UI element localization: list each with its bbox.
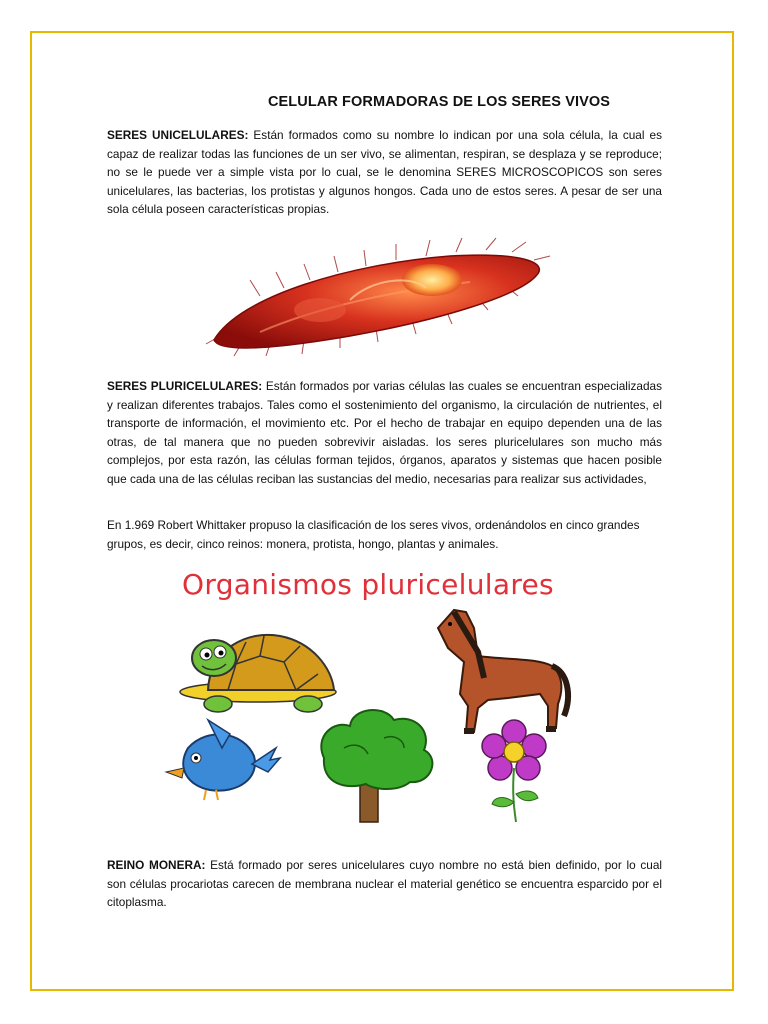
text-unicelulares: Están formados como su nombre lo indican por una sola célula, la cual es capaz de realizar todas las funciones de un ser vivo, se alimentan, respiran, se desplaza y se reproduce; no se le puede ver a simple vista por lo cual, se le denomina SERES MICROSCOPICOS son seres unicelulares, las bacterias, los protistas y algunos hongos. Cada uno de estos seres. A pesar de ser una sola célula poseen características propias.	[107, 128, 662, 217]
label-pluricelulares: SERES PLURICELULARES:	[107, 379, 263, 393]
paragraph-reino-monera	[107, 856, 662, 912]
paramecium-illustration	[200, 236, 552, 358]
document-title: CELULAR FORMADORAS DE LOS SERES VIVOS	[267, 94, 611, 110]
organisms-illustration	[148, 608, 594, 828]
organisms-image	[148, 568, 594, 830]
turtle-icon	[180, 635, 336, 712]
text-pluricelulares: Están formados por varias células las cuales se encuentran especializadas y realizan diferentes trabajos. Tales como el sostenimiento del organismo, la circulación de nutrientes, el transporte de información, el movimiento etc. Por el hecho de trabajar en equipo dependen una de las otras, de tal manera que no pueden sobrevivir aisladas. los seres pluricelulares son mucho más complejos, por esta razón, las células forman tejidos, órganos, aparatos y sistemas que hacen posible que cada una de las células reciban las sustancias del medio, necesarias para realizar sus actividades,	[107, 379, 662, 486]
paragraph-pluricelulares	[107, 377, 662, 489]
label-unicelulares: SERES UNICELULARES:	[107, 128, 249, 142]
organisms-heading: Organismos pluricelulares	[182, 568, 554, 601]
paragraph-unicelulares	[107, 126, 662, 219]
horse-icon	[438, 610, 568, 734]
paramecium-cell-image	[200, 236, 552, 358]
tree-icon	[321, 710, 432, 822]
bird-icon	[166, 720, 280, 800]
flower-icon	[482, 720, 546, 822]
text-reino-monera: Está formado por seres unicelulares cuyo nombre no está bien definido, por lo cual son células procariotas carecen de membrana nuclear el material genético se encuentra esparcido por el citoplasma.	[107, 858, 663, 910]
label-reino-monera: REINO MONERA:	[107, 858, 206, 872]
paragraph-whittaker: En 1.969 Robert Whittaker propuso la clasificación de los seres vivos, ordenándolos en cinco grandes grupos, es decir, cinco reinos: monera, protista, hongo, plantas y animales.	[107, 518, 640, 551]
